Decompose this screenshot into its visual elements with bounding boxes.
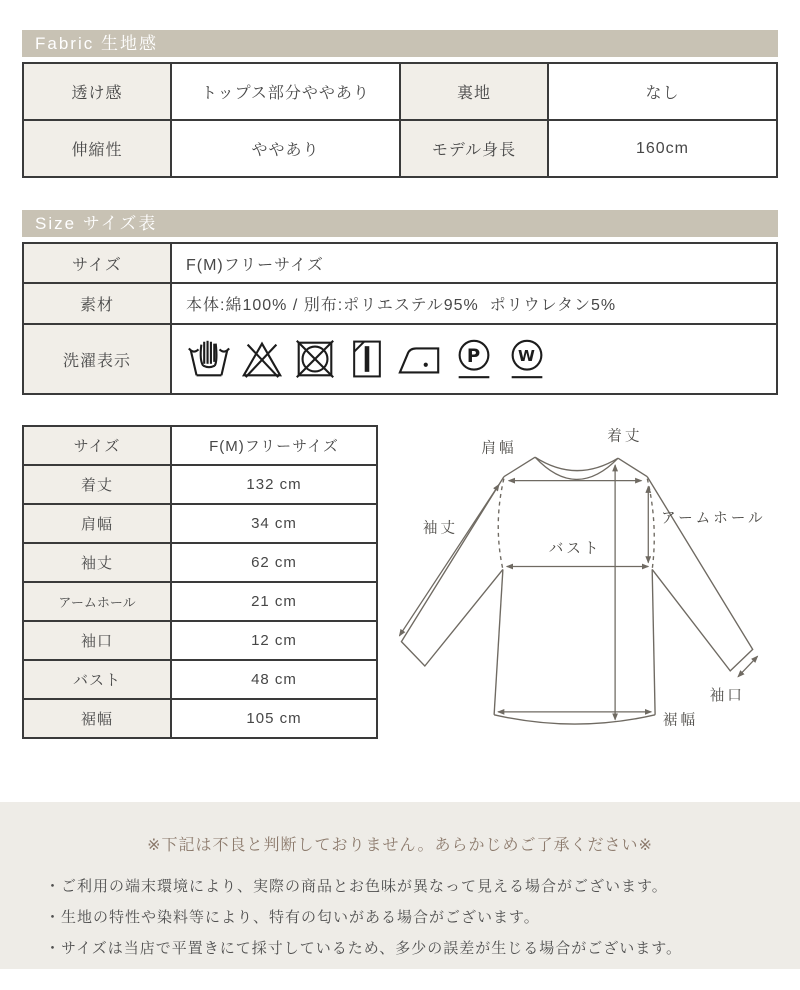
notice-section (0, 802, 800, 969)
garment-measurement-diagram (380, 425, 778, 747)
meas-label-bust: バスト (24, 661, 170, 698)
meas-value-length: 132 cm (172, 466, 376, 503)
sizeinfo-label-care: 洗濯表示 (24, 325, 170, 393)
fabric-value-lining: なし (549, 64, 776, 119)
sizeinfo-label-material: 素材 (24, 284, 170, 323)
wet-clean-W-gentle-icon (504, 336, 550, 382)
diagram-label-shoulder: 肩幅 (481, 440, 517, 457)
sizeinfo-value-size: F(M)フリーサイズ (172, 244, 776, 282)
measurement-table (22, 425, 378, 739)
fabric-table (22, 62, 778, 178)
meas-value-shoulder: 34 cm (172, 505, 376, 542)
diagram-label-cuff: 袖口 (709, 688, 745, 705)
iron-low-heat-icon (396, 336, 444, 382)
svg-text:W: W (518, 346, 536, 365)
diagram-label-armhole: アームホール (660, 510, 766, 527)
diagram-label-sleeve: 袖丈 (422, 520, 458, 537)
hand-wash-icon (186, 336, 232, 382)
meas-value-bust: 48 cm (172, 661, 376, 698)
notice-item-size-error: ・サイズは当店で平置きにて採寸しているため、多少の誤差が生じる場合がございます。 (45, 940, 683, 957)
fabric-section-header: Fabric 生地感 (22, 30, 778, 57)
meas-value-sleeve: 62 cm (172, 544, 376, 581)
meas-label-sleeve: 袖丈 (24, 544, 170, 581)
svg-text:P: P (466, 345, 482, 367)
meas-header-label: サイズ (24, 427, 170, 464)
fabric-label-stretch: 伸縮性 (24, 121, 170, 176)
fabric-value-sheerness: トップス部分ややあり (172, 64, 399, 119)
size-section-header: Size サイズ表 (22, 210, 778, 237)
fabric-label-lining: 裏地 (401, 64, 547, 119)
meas-label-hem: 裾幅 (24, 700, 170, 737)
diagram-label-length: 着丈 (607, 428, 643, 445)
meas-value-armhole: 21 cm (172, 583, 376, 620)
care-symbols-row (172, 325, 776, 393)
notice-title: ※下記は不良と判断しておりません。あらかじめご了承ください※ (147, 837, 653, 854)
meas-label-shoulder: 肩幅 (24, 505, 170, 542)
meas-value-hem: 105 cm (172, 700, 376, 737)
sizeinfo-label-size: サイズ (24, 244, 170, 282)
meas-label-length: 着丈 (24, 466, 170, 503)
do-not-tumble-dry-icon (292, 336, 338, 382)
sizeinfo-value-material: 本体:綿100% / 別布:ポリエステル95% ポリウレタン5% (172, 284, 776, 323)
fabric-label-model-height: モデル身長 (401, 121, 547, 176)
meas-header-value: F(M)フリーサイズ (172, 427, 376, 464)
diagram-label-hem: 裾幅 (662, 712, 699, 729)
meas-label-cuff: 袖口 (24, 622, 170, 659)
do-not-bleach-icon (239, 336, 285, 382)
dry-clean-P-gentle-icon (451, 336, 497, 382)
notice-item-odor: ・生地の特性や染料等により、特有の匂いがある場合がございます。 (45, 909, 540, 926)
fabric-value-stretch: ややあり (172, 121, 399, 176)
fabric-label-sheerness: 透け感 (24, 64, 170, 119)
notice-item-color: ・ご利用の端末環境により、実際の商品とお色味が異なって見える場合がございます。 (45, 878, 668, 895)
diagram-label-bust: バスト (548, 540, 602, 557)
fabric-value-model-height: 160cm (549, 121, 776, 176)
meas-label-armhole: アームホール (24, 583, 170, 620)
measurement-section (22, 425, 778, 747)
hang-dry-in-shade-icon (345, 336, 389, 382)
meas-value-cuff: 12 cm (172, 622, 376, 659)
size-info-table (22, 242, 778, 395)
